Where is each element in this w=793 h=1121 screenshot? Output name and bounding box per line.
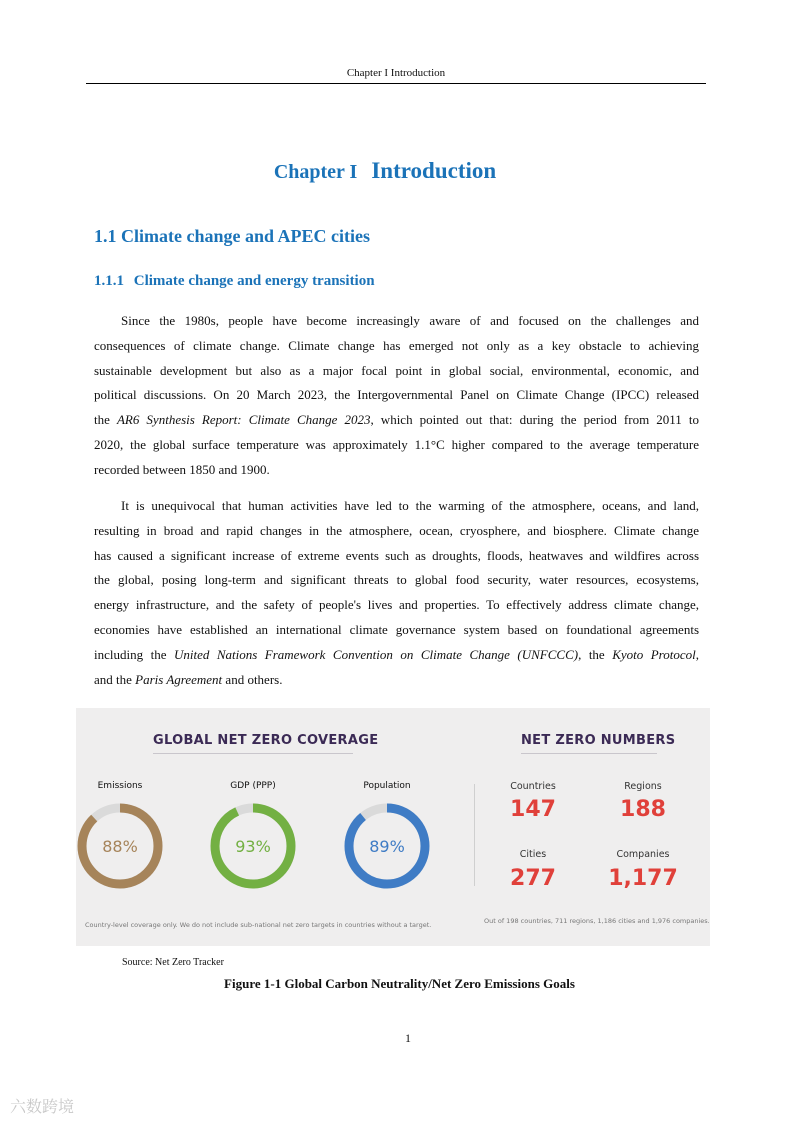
paragraph-line: It is unequivocal that human activities have led to the warming of the atmosphere, oceans, and land, bbox=[121, 498, 699, 513]
coverage-footnote: Country-level coverage only. We do not include sub-national net zero targets in countries without a target. bbox=[85, 921, 432, 929]
regions-label: Regions bbox=[624, 781, 662, 792]
numbers-title: NET ZERO NUMBERS bbox=[521, 733, 676, 748]
donut-population bbox=[343, 801, 431, 895]
paragraph-line: recorded between 1850 and 1900. bbox=[94, 461, 270, 477]
paragraph-line: consequences of climate change. Climate change has emerged not only as a key obstacle to achieving bbox=[94, 337, 699, 353]
paragraph-line: the global, posing long-term and significant threats to global food security, water resources, ecosystems, bbox=[94, 572, 699, 588]
paragraph-line: including the United Nations Framework Convention on Climate Change (UNFCCC), the Kyoto Protocol, bbox=[94, 646, 699, 662]
section-heading: 1.1 Climate change and APEC cities bbox=[94, 226, 370, 246]
watermark-logo: 六数跨境 bbox=[10, 1097, 75, 1116]
paragraph-line: Since the 1980s, people have become increasingly aware of and focused on the challenges and bbox=[121, 313, 699, 328]
cities-value: 277 bbox=[510, 866, 556, 891]
countries-value: 147 bbox=[510, 797, 556, 822]
figure-source: Source: Net Zero Tracker bbox=[122, 957, 224, 968]
paragraph-line: resulting in broad and rapid changes in the atmosphere, ocean, cryosphere, and biosphere. Climate change bbox=[94, 522, 699, 538]
paragraph-line: 2020, the global surface temperature was approximately 1.1°C higher compared to the average temperature bbox=[94, 436, 699, 452]
coverage-title-underline bbox=[153, 753, 353, 754]
figure-caption: Figure 1-1 Global Carbon Neutrality/Net Zero Emissions Goals bbox=[224, 976, 575, 991]
coverage-title: GLOBAL NET ZERO COVERAGE bbox=[153, 733, 379, 748]
paragraph-2 bbox=[94, 494, 699, 692]
subsection-number: 1.1.1 bbox=[94, 273, 124, 289]
donut-label-population: Population bbox=[363, 781, 411, 791]
page-number: 1 bbox=[405, 1031, 411, 1045]
countries-label: Countries bbox=[510, 781, 556, 792]
donut-value-text: 93% bbox=[235, 837, 271, 856]
numbers-title-underline bbox=[521, 753, 657, 754]
donut-value-text: 89% bbox=[369, 837, 405, 856]
donut-label-gdp: GDP (PPP) bbox=[230, 781, 276, 791]
header-rule bbox=[86, 83, 706, 84]
donut-emissions bbox=[76, 801, 164, 895]
chapter-title bbox=[86, 158, 684, 184]
kyoto-title: Kyoto Protocol bbox=[612, 646, 696, 662]
paris-title: Paris Agreement bbox=[135, 671, 223, 687]
companies-label: Companies bbox=[616, 849, 670, 860]
report-title: AR6 Synthesis Report: Climate Change 2023 bbox=[116, 412, 371, 428]
paragraph-line: energy infrastructure, and the safety of people's lives and properties. To effectively address climate change, bbox=[94, 597, 699, 613]
subsection-title: Climate change and energy transition bbox=[133, 273, 375, 289]
paragraph-line: the AR6 Synthesis Report: Climate Change 2023, which pointed out that: during the period from 2011 to bbox=[94, 412, 699, 428]
numbers-footnote: Out of 198 countries, 711 regions, 1,186 cities and 1,976 companies. bbox=[484, 917, 710, 925]
paragraph-line: and the Paris Agreement and others. bbox=[94, 671, 283, 687]
unfccc-title: United Nations Framework Convention on Climate Change (UNFCCC) bbox=[173, 646, 579, 662]
paragraph-line: political discussions. On 20 March 2023, the Intergovernmental Panel on Climate Change (IPCC) released bbox=[94, 387, 699, 403]
chapter-name: Introduction bbox=[371, 158, 497, 183]
donut-gdp bbox=[209, 801, 297, 895]
donut-value-text: 88% bbox=[102, 837, 138, 856]
cities-label: Cities bbox=[519, 849, 547, 860]
paragraph-1 bbox=[94, 309, 699, 483]
subsection-heading bbox=[94, 273, 375, 290]
paragraph-line: economies have established an international climate governance system based on foundational agreements bbox=[94, 621, 699, 637]
paragraph-line: has caused a significant increase of extreme events such as droughts, floods, heatwaves and wildfires across bbox=[94, 547, 699, 563]
net-zero-infographic bbox=[76, 708, 710, 946]
companies-value: 1,177 bbox=[608, 866, 678, 891]
paragraph-line: sustainable development but also as a major focal point in global social, environmental, economic, and bbox=[94, 362, 699, 378]
regions-value: 188 bbox=[620, 797, 666, 822]
chapter-number: Chapter I bbox=[273, 161, 358, 183]
running-header: Chapter I Introduction bbox=[346, 67, 446, 79]
donut-label-emissions: Emissions bbox=[97, 781, 143, 791]
infographic-divider bbox=[474, 784, 475, 886]
